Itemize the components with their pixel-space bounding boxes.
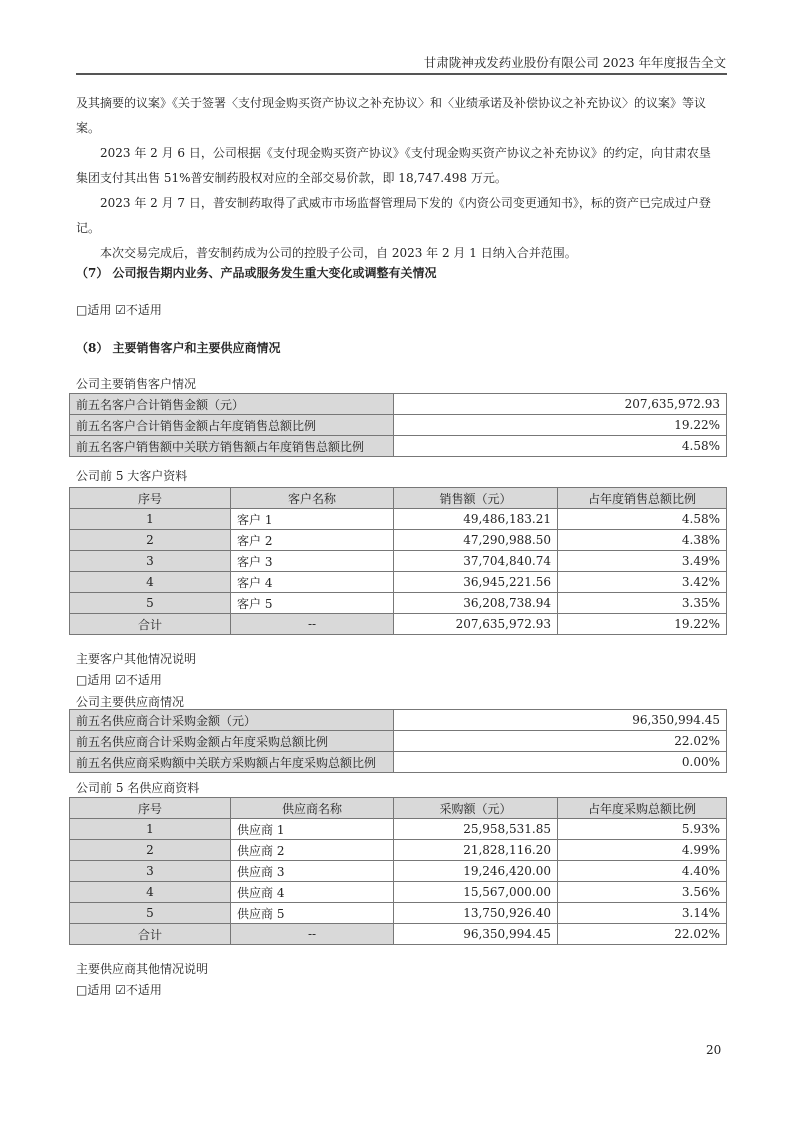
table-cell: 供应商名称 <box>231 798 394 819</box>
applicable-checkbox: □适用 <box>76 303 112 317</box>
table-cell: 3 <box>70 551 231 572</box>
table-cell: 207,635,972.93 <box>394 614 558 635</box>
report-header-title: 甘肃陇神戎发药业股份有限公司 2023 年年度报告全文 <box>423 55 726 70</box>
table-cell: 3.56% <box>558 882 727 903</box>
table-cell: 37,704,840.74 <box>394 551 558 572</box>
table-cell: 13,750,926.40 <box>394 903 558 924</box>
applicable-checkbox: □适用 <box>76 673 112 687</box>
table-row <box>70 488 727 509</box>
table-cell: 客户名称 <box>231 488 394 509</box>
summary-value: 0.00% <box>394 752 727 773</box>
table-cell: 3.14% <box>558 903 727 924</box>
table-cell: 4 <box>70 882 231 903</box>
table-row <box>70 798 727 819</box>
table-row <box>70 731 727 752</box>
table-cell: 客户 2 <box>231 530 394 551</box>
table-row <box>70 903 727 924</box>
applicable-checkbox: □适用 <box>76 983 112 997</box>
table-cell: 4.40% <box>558 861 727 882</box>
table-row <box>70 509 727 530</box>
section-7-title: （7） 公司报告期内业务、产品或服务发生重大变化或调整有关情况 <box>76 266 437 280</box>
table-row <box>70 614 727 635</box>
table-cell: 96,350,994.45 <box>394 924 558 945</box>
table-row <box>70 882 727 903</box>
table-cell: 22.02% <box>558 924 727 945</box>
table-cell: 3.35% <box>558 593 727 614</box>
table-cell: 2 <box>70 840 231 861</box>
table-row <box>70 924 727 945</box>
supplier-summary-label: 公司主要供应商情况 <box>76 695 185 709</box>
table-cell: 5 <box>70 593 231 614</box>
table-cell: 序号 <box>70 488 231 509</box>
table-cell: 客户 3 <box>231 551 394 572</box>
table-cell: 1 <box>70 819 231 840</box>
table-cell: 2 <box>70 530 231 551</box>
section-8-title: （8） 主要销售客户和主要供应商情况 <box>76 341 281 355</box>
table-cell: 15,567,000.00 <box>394 882 558 903</box>
body-text <box>76 91 718 266</box>
table-cell: 销售额（元） <box>394 488 558 509</box>
supplier-other-label: 主要供应商其他情况说明 <box>76 962 209 976</box>
table-cell: 21,828,116.20 <box>394 840 558 861</box>
table-cell: 客户 5 <box>231 593 394 614</box>
not-applicable-checkbox: ☑不适用 <box>115 673 162 687</box>
supplier-summary-table <box>69 709 727 773</box>
summary-label: 前五名供应商合计采购金额（元） <box>70 710 394 731</box>
table-cell: 客户 4 <box>231 572 394 593</box>
table-cell: 供应商 4 <box>231 882 394 903</box>
table-row <box>70 752 727 773</box>
table-cell: 供应商 5 <box>231 903 394 924</box>
table-cell: 占年度采购总额比例 <box>558 798 727 819</box>
table-cell: 供应商 3 <box>231 861 394 882</box>
table-cell: 4.38% <box>558 530 727 551</box>
summary-value: 4.58% <box>394 436 727 457</box>
table-row <box>70 840 727 861</box>
summary-value: 19.22% <box>394 415 727 436</box>
table-cell: 4.58% <box>558 509 727 530</box>
summary-label: 前五名客户合计销售金额（元） <box>70 394 394 415</box>
table-cell: 占年度销售总额比例 <box>558 488 727 509</box>
summary-value: 207,635,972.93 <box>394 394 727 415</box>
table-cell: 47,290,988.50 <box>394 530 558 551</box>
customer-summary-table <box>69 393 727 457</box>
table-cell: 19.22% <box>558 614 727 635</box>
not-applicable-checkbox: ☑不适用 <box>115 983 162 997</box>
table-cell: 供应商 2 <box>231 840 394 861</box>
table-cell: 36,945,221.56 <box>394 572 558 593</box>
table-cell: 3 <box>70 861 231 882</box>
page-number: 20 <box>706 1043 722 1057</box>
table-cell: 25,958,531.85 <box>394 819 558 840</box>
table-cell: 49,486,183.21 <box>394 509 558 530</box>
table-cell: 合计 <box>70 614 231 635</box>
table-cell: 采购额（元） <box>394 798 558 819</box>
table-cell: 客户 1 <box>231 509 394 530</box>
summary-label: 前五名客户销售额中关联方销售额占年度销售总额比例 <box>70 436 394 457</box>
table-cell: 序号 <box>70 798 231 819</box>
table-cell: 合计 <box>70 924 231 945</box>
table-cell: 36,208,738.94 <box>394 593 558 614</box>
customer-summary-label: 公司主要销售客户情况 <box>76 377 197 391</box>
table-row <box>70 593 727 614</box>
not-applicable-checkbox: ☑不适用 <box>115 303 162 317</box>
table-cell: 4.99% <box>558 840 727 861</box>
table-cell: 5 <box>70 903 231 924</box>
table-row <box>70 861 727 882</box>
table-row <box>70 436 727 457</box>
supplier-detail-label: 公司前 5 名供应商资料 <box>76 781 200 795</box>
table-row <box>70 819 727 840</box>
table-row <box>70 415 727 436</box>
paragraph: 2023 年 2 月 7 日，普安制药取得了武威市市场监督管理局下发的《内资公司变更通知书》，标的资产已完成过户登记。 <box>76 196 711 235</box>
paragraph: 2023 年 2 月 6 日，公司根据《支付现金购买资产协议》《支付现金购买资产协议之补充协议》的约定，向甘肃农垦集团支付其出售 51%普安制药股权对应的全部交易价款，即 18,747.498 万元。 <box>76 146 711 185</box>
table-cell: -- <box>231 614 394 635</box>
summary-label: 前五名供应商采购额中关联方采购额占年度采购总额比例 <box>70 752 394 773</box>
table-row <box>70 572 727 593</box>
customer-detail-label: 公司前 5 大客户资料 <box>76 469 188 483</box>
summary-label: 前五名供应商合计采购金额占年度采购总额比例 <box>70 731 394 752</box>
table-row <box>70 551 727 572</box>
table-row <box>70 394 727 415</box>
paragraph: 及其摘要的议案》《关于签署〈支付现金购买资产协议之补充协议〉和〈业绩承诺及补偿协议之补充协议〉的议案》等议案。 <box>76 96 707 135</box>
table-cell: 19,246,420.00 <box>394 861 558 882</box>
supplier-detail-table <box>69 797 727 945</box>
customer-other-label: 主要客户其他情况说明 <box>76 652 197 666</box>
table-row <box>70 530 727 551</box>
summary-label: 前五名客户合计销售金额占年度销售总额比例 <box>70 415 394 436</box>
table-cell: 1 <box>70 509 231 530</box>
summary-value: 22.02% <box>394 731 727 752</box>
customer-other-options <box>76 671 162 688</box>
table-cell: -- <box>231 924 394 945</box>
table-cell: 3.42% <box>558 572 727 593</box>
table-cell: 5.93% <box>558 819 727 840</box>
supplier-other-options <box>76 981 162 998</box>
section-7-options <box>76 301 162 318</box>
customer-detail-table <box>69 487 727 635</box>
table-row <box>70 710 727 731</box>
summary-value: 96,350,994.45 <box>394 710 727 731</box>
paragraph: 本次交易完成后，普安制药成为公司的控股子公司，自 2023 年 2 月 1 日纳入合并范围。 <box>100 246 577 260</box>
table-cell: 供应商 1 <box>231 819 394 840</box>
table-cell: 4 <box>70 572 231 593</box>
table-cell: 3.49% <box>558 551 727 572</box>
header-divider <box>76 73 727 75</box>
